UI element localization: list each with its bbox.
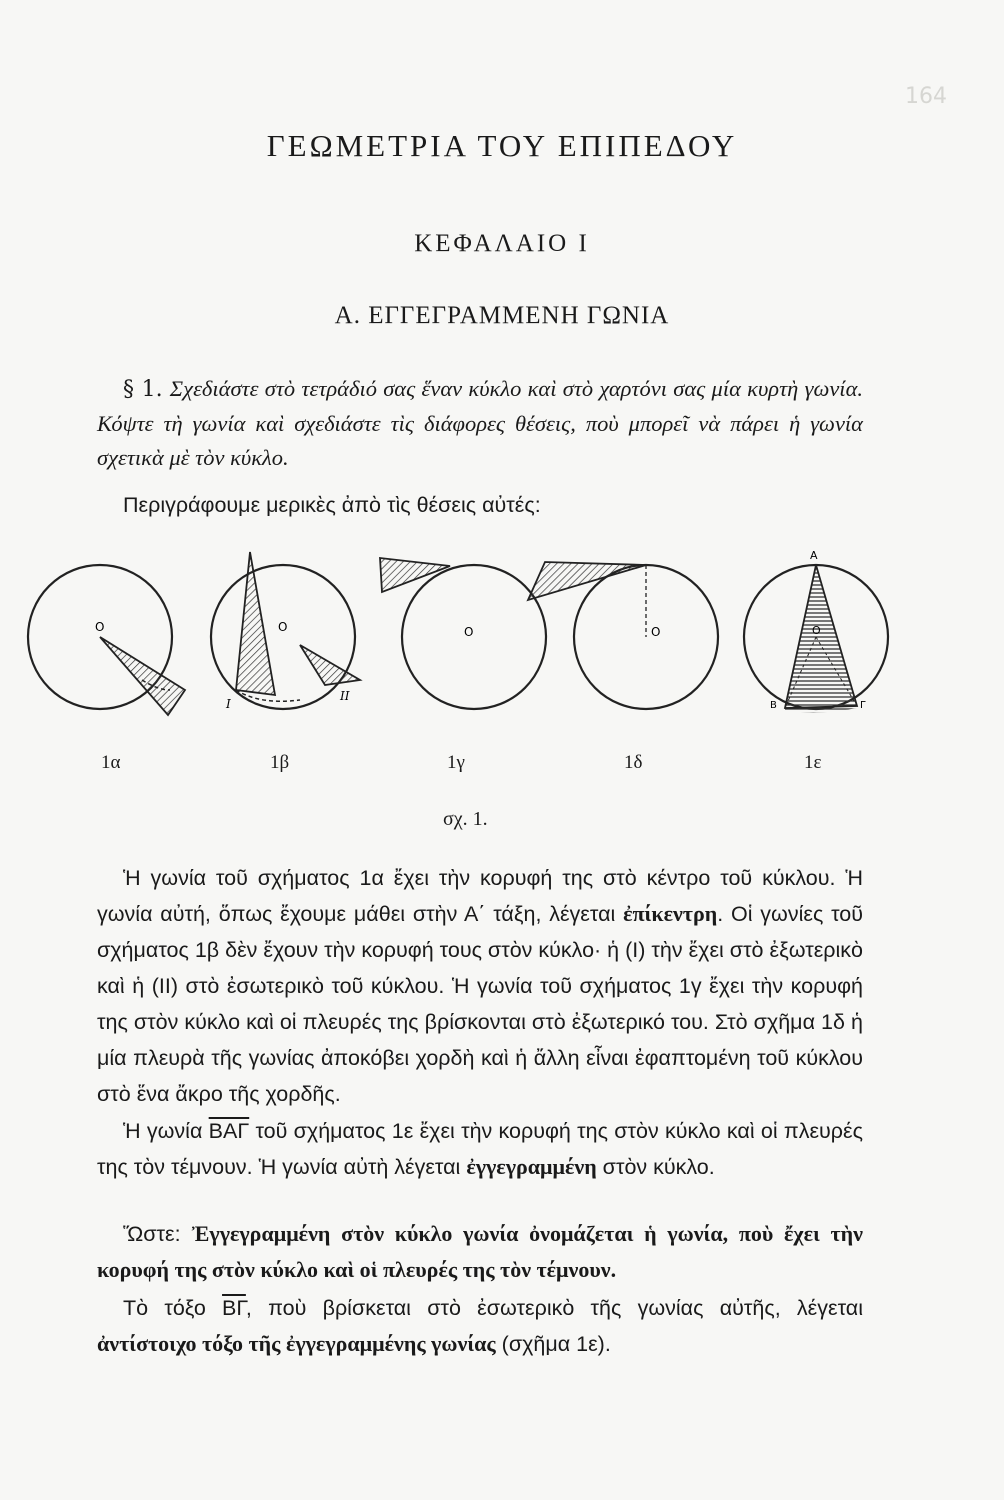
definition-paragraph — [97, 1216, 863, 1288]
arc-notation: $\overline{B\Gamma}$ — [222, 1296, 246, 1320]
figure-1a — [28, 565, 185, 715]
figure-label-1e: 1ε — [804, 752, 822, 773]
point-g-label: Γ — [860, 700, 866, 711]
p1-bold-term: ἐπίκεντρη — [623, 901, 718, 926]
p1-text-a: Ἡ γωνία τοῦ σχήματος 1α ἔχει τὴν κορυφή της στὸ κέντρο τοῦ κύκλου. Ἡ γωνία αὐτή, ὅπως ἔχουμε μάθει στὴν Α΄ τάξη, λέγεται — [97, 866, 863, 926]
center-label-1d: O — [651, 625, 661, 639]
center-label-1c: O — [464, 625, 474, 639]
roman-two-label: II — [340, 689, 350, 703]
p3-text-c: (σχῆμα 1ε). — [495, 1332, 611, 1356]
angle-1e — [785, 565, 857, 708]
angle-1a — [100, 637, 185, 715]
p1-text-b: . Οἱ γωνίες τοῦ σχήματος 1β δὲν ἔχουν τὴν κορυφή τους στὸν κύκλο· ἡ (I) τὴν ἔχει στὸ ἐξωτερικὸ καὶ ἡ (II) στὸ ἐσωτερικὸ τοῦ κύκλου. Ἡ γωνία τοῦ σχήματος 1γ ἔχει τὴν κορυφή της στὸν κύκλο καὶ οἱ πλευρές της βρίσκονται στὸ ἐξωτερικό του. Στὸ σχῆμα 1δ ἡ μία πλευρὰ τῆς γωνίας ἀποκόβει χορδὴ καὶ ἡ ἄλλη εἶναι ἐφαπτομένη τοῦ κύκλου στὸ ἕνα ἄκρο τῆς χορδῆς. — [97, 902, 864, 1106]
angle-notation: $\overline{BA\Gamma}$ — [208, 1119, 250, 1143]
body-paragraph-1 — [97, 860, 863, 1112]
roman-one-label: I — [226, 697, 231, 711]
definition-text: Ἐγγεγραμμένη στὸν κύκλο γωνία ὀνομάζεται ἡ γωνία, ποὺ ἔχει τὴν κορυφή της στὸν κύκλο καὶ οἱ πλευρές της τὸν τέμνουν. — [97, 1221, 863, 1282]
angle-1b-two — [300, 645, 360, 685]
p2-text-b: τοῦ σχήματος 1ε ἔχει τὴν κορυφή της στὸν κύκλο καὶ οἱ πλευρές της τὸν τέμνουν. Ἡ γωνία αὐτὴ λέγεται — [97, 1119, 863, 1179]
angle-1b-one — [236, 552, 275, 695]
section-heading: Α. ΕΓΓΕΓΡΑΜΜΕΝΗ ΓΩΝΙΑ — [334, 302, 670, 329]
figure-label-1c: 1γ — [447, 752, 465, 773]
p2-text-a: Ἡ γωνία — [123, 1119, 209, 1143]
body-paragraph-3 — [97, 1290, 863, 1362]
p3-text-b: , ποὺ βρίσκεται στὸ ἐσωτερικὸ τῆς γωνίας αὐτῆς, λέγεται — [245, 1296, 863, 1320]
circle-1b — [211, 565, 355, 709]
p2-text-c: στὸν κύκλο. — [596, 1155, 715, 1179]
show-through-page-number: 164 — [905, 84, 947, 109]
p2-bold-term: ἐγγεγραμμένη — [466, 1154, 597, 1179]
circle-1c — [402, 565, 546, 709]
figure-row — [0, 540, 1004, 840]
center-label-1a: O — [95, 620, 105, 634]
point-a-label: Α — [810, 549, 818, 562]
point-b-label: Β — [770, 700, 777, 711]
figure-label-1b: 1β — [270, 752, 290, 773]
exercise-paragraph — [97, 372, 863, 475]
intro-line — [97, 487, 863, 523]
figure-1e — [744, 549, 888, 713]
p3-text-a: Τὸ τόξο — [123, 1296, 223, 1320]
p3-bold-term: ἀντίστοιχο τόξο τῆς ἐγγεγραμμένης γωνίας — [97, 1331, 496, 1356]
exercise-number: § 1. — [123, 377, 163, 402]
definition-lead: Ὥστε: — [123, 1222, 192, 1246]
figure-1d — [528, 562, 718, 709]
exercise-text: Σχεδιάστε στὸ τετράδιό σας ἕναν κύκλο καὶ στὸ χαρτόνι σας μία κυρτὴ γωνία. Κόψτε τὴ γωνία καὶ σχεδιάστε τὶς διάφορες θέσεις, ποὺ μπορεῖ νὰ πάρει ἡ γωνία σχετικὰ μὲ τὸν κύκλο. — [97, 376, 863, 470]
page-title: ΓΕΩΜΕΤΡΙΑ ΤΟΥ ΕΠΙΠΕΔΟΥ — [266, 128, 738, 163]
center-label-1e: O — [812, 624, 821, 637]
figure-1c — [380, 558, 546, 709]
chapter-heading: ΚΕΦΑΛΑΙΟ Ι — [414, 230, 590, 257]
body-paragraph-2 — [97, 1113, 863, 1185]
center-label-1b: O — [278, 620, 288, 634]
figure-label-1a: 1α — [101, 752, 121, 773]
figure-label-1d: 1δ — [624, 752, 643, 773]
figure-1b — [211, 552, 360, 711]
figure-caption: σχ. 1. — [443, 808, 488, 830]
intro-text: Περιγράφουμε μερικὲς ἀπὸ τὶς θέσεις αὐτές: — [123, 493, 541, 517]
